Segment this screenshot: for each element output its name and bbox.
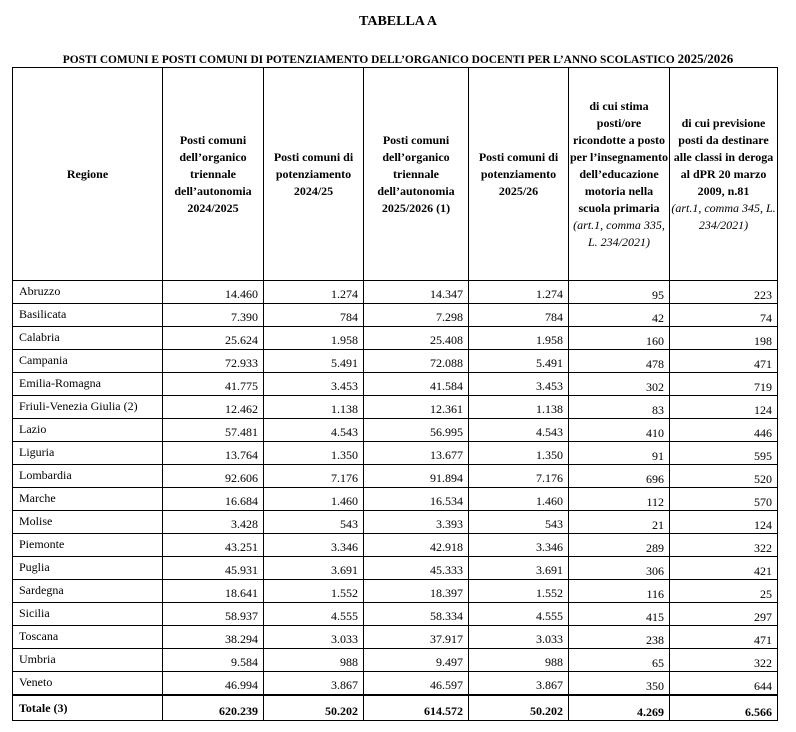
value-cell-c3: 72.088 (364, 350, 469, 373)
region-cell: Abruzzo (13, 281, 163, 304)
value-cell-c1: 45.931 (163, 557, 264, 580)
value-cell-c3: 14.347 (364, 281, 469, 304)
value-cell-c3: 46.597 (364, 672, 469, 696)
value-cell-c4: 7.176 (469, 465, 569, 488)
value-cell-c6: 322 (670, 534, 778, 557)
header-regione: Regione (13, 68, 163, 281)
region-cell: Lombardia (13, 465, 163, 488)
value-cell-c6: 719 (670, 373, 778, 396)
value-cell-c5: 415 (569, 603, 670, 626)
value-cell-c1: 13.764 (163, 442, 264, 465)
value-cell-c2: 1.350 (264, 442, 364, 465)
value-cell-c5: 112 (569, 488, 670, 511)
value-cell-c3: 12.361 (364, 396, 469, 419)
value-cell-c6: 223 (670, 281, 778, 304)
total-row (13, 695, 778, 721)
value-cell-c6: 6.566 (670, 695, 778, 721)
table-body (13, 281, 778, 721)
value-cell-c6: 421 (670, 557, 778, 580)
value-cell-c2: 3.691 (264, 557, 364, 580)
value-cell-c5: 160 (569, 327, 670, 350)
value-cell-c2: 3.033 (264, 626, 364, 649)
value-cell-c3: 13.677 (364, 442, 469, 465)
value-cell-c5: 289 (569, 534, 670, 557)
value-cell-c6: 322 (670, 649, 778, 672)
value-cell-c5: 116 (569, 580, 670, 603)
region-cell: Lazio (13, 419, 163, 442)
value-cell-c2: 988 (264, 649, 364, 672)
table-title: TABELLA A (359, 14, 437, 29)
value-cell-c6: 595 (670, 442, 778, 465)
region-cell: Emilia-Romagna (13, 373, 163, 396)
value-cell-c3: 7.298 (364, 304, 469, 327)
value-cell-c4: 1.552 (469, 580, 569, 603)
value-cell-c2: 784 (264, 304, 364, 327)
table-row (13, 350, 778, 373)
header-col4: Posti comuni di potenziamento 2025/26 (469, 68, 569, 281)
subtitle-year: 2025/2026 (677, 51, 734, 66)
table-row (13, 419, 778, 442)
value-cell-c3: 56.995 (364, 419, 469, 442)
value-cell-c6: 644 (670, 672, 778, 696)
value-cell-c2: 50.202 (264, 695, 364, 721)
value-cell-c2: 7.176 (264, 465, 364, 488)
value-cell-c1: 92.606 (163, 465, 264, 488)
value-cell-c4: 4.555 (469, 603, 569, 626)
value-cell-c4: 1.958 (469, 327, 569, 350)
value-cell-c6: 471 (670, 626, 778, 649)
value-cell-c6: 25 (670, 580, 778, 603)
value-cell-c1: 9.584 (163, 649, 264, 672)
value-cell-c1: 46.994 (163, 672, 264, 696)
value-cell-c5: 42 (569, 304, 670, 327)
table-row (13, 603, 778, 626)
value-cell-c5: 91 (569, 442, 670, 465)
table-row (13, 672, 778, 696)
value-cell-c6: 570 (670, 488, 778, 511)
value-cell-c5: 302 (569, 373, 670, 396)
value-cell-c5: 410 (569, 419, 670, 442)
table-row (13, 442, 778, 465)
value-cell-c2: 5.491 (264, 350, 364, 373)
value-cell-c5: 238 (569, 626, 670, 649)
value-cell-c6: 520 (670, 465, 778, 488)
value-cell-c5: 95 (569, 281, 670, 304)
table-row (13, 465, 778, 488)
value-cell-c1: 3.428 (163, 511, 264, 534)
value-cell-c3: 18.397 (364, 580, 469, 603)
value-cell-c1: 620.239 (163, 695, 264, 721)
value-cell-c5: 696 (569, 465, 670, 488)
value-cell-c3: 58.334 (364, 603, 469, 626)
value-cell-c2: 1.274 (264, 281, 364, 304)
region-cell: Toscana (13, 626, 163, 649)
region-cell: Marche (13, 488, 163, 511)
value-cell-c1: 12.462 (163, 396, 264, 419)
table-row (13, 281, 778, 304)
region-cell: Calabria (13, 327, 163, 350)
value-cell-c4: 3.346 (469, 534, 569, 557)
value-cell-c1: 18.641 (163, 580, 264, 603)
value-cell-c1: 16.684 (163, 488, 264, 511)
table-row (13, 580, 778, 603)
value-cell-c4: 784 (469, 304, 569, 327)
value-cell-c5: 350 (569, 672, 670, 696)
value-cell-c6: 198 (670, 327, 778, 350)
table-subtitle (0, 51, 796, 67)
table-row (13, 327, 778, 350)
value-cell-c3: 3.393 (364, 511, 469, 534)
table-row (13, 649, 778, 672)
value-cell-c1: 7.390 (163, 304, 264, 327)
value-cell-c4: 1.274 (469, 281, 569, 304)
value-cell-c3: 41.584 (364, 373, 469, 396)
staffing-table (12, 67, 778, 721)
value-cell-c4: 50.202 (469, 695, 569, 721)
header-col3: Posti comuni dell’organico triennale dell’autonomia 2025/2026 (1) (364, 68, 469, 281)
value-cell-c3: 37.917 (364, 626, 469, 649)
table-row (13, 511, 778, 534)
value-cell-c4: 5.491 (469, 350, 569, 373)
value-cell-c1: 72.933 (163, 350, 264, 373)
value-cell-c4: 1.350 (469, 442, 569, 465)
region-cell: Friuli-Venezia Giulia (2) (13, 396, 163, 419)
region-cell: Campania (13, 350, 163, 373)
header-col5-label: di cui stima posti/ore ricondotte a posto per l’insegnamento dell’educazione motoria nella scuola primaria (569, 98, 669, 215)
table-row (13, 557, 778, 580)
value-cell-c4: 3.691 (469, 557, 569, 580)
table-row (13, 534, 778, 557)
table-row (13, 626, 778, 649)
region-cell: Piemonte (13, 534, 163, 557)
value-cell-c6: 471 (670, 350, 778, 373)
value-cell-c4: 3.867 (469, 672, 569, 696)
value-cell-c1: 57.481 (163, 419, 264, 442)
value-cell-c2: 1.138 (264, 396, 364, 419)
value-cell-c4: 988 (469, 649, 569, 672)
value-cell-c5: 306 (569, 557, 670, 580)
header-col1: Posti comuni dell’organico triennale dell’autonomia 2024/2025 (163, 68, 264, 281)
value-cell-c3: 45.333 (364, 557, 469, 580)
value-cell-c2: 1.958 (264, 327, 364, 350)
region-cell: Molise (13, 511, 163, 534)
region-cell: Basilicata (13, 304, 163, 327)
header-col5-note: (art.1, comma 335, L. 234/2021) (573, 217, 665, 249)
value-cell-c3: 16.534 (364, 488, 469, 511)
value-cell-c2: 1.552 (264, 580, 364, 603)
header-col6-label: di cui previsione posti da destinare alle classi in deroga al dPR 20 marzo 2009, n.81 (673, 115, 774, 198)
value-cell-c1: 58.937 (163, 603, 264, 626)
value-cell-c4: 3.453 (469, 373, 569, 396)
value-cell-c3: 614.572 (364, 695, 469, 721)
value-cell-c1: 43.251 (163, 534, 264, 557)
value-cell-c4: 4.543 (469, 419, 569, 442)
value-cell-c2: 4.555 (264, 603, 364, 626)
value-cell-c5: 478 (569, 350, 670, 373)
table-row (13, 396, 778, 419)
value-cell-c1: 38.294 (163, 626, 264, 649)
value-cell-c6: 124 (670, 511, 778, 534)
value-cell-c6: 446 (670, 419, 778, 442)
header-col2: Posti comuni di potenziamento 2024/25 (264, 68, 364, 281)
region-cell: Liguria (13, 442, 163, 465)
value-cell-c4: 543 (469, 511, 569, 534)
value-cell-c6: 297 (670, 603, 778, 626)
table-row (13, 373, 778, 396)
value-cell-c2: 3.346 (264, 534, 364, 557)
value-cell-c3: 91.894 (364, 465, 469, 488)
value-cell-c4: 1.138 (469, 396, 569, 419)
value-cell-c2: 543 (264, 511, 364, 534)
value-cell-c1: 25.624 (163, 327, 264, 350)
region-cell: Totale (3) (13, 695, 163, 721)
region-cell: Sicilia (13, 603, 163, 626)
region-cell: Umbria (13, 649, 163, 672)
value-cell-c4: 1.460 (469, 488, 569, 511)
value-cell-c5: 4.269 (569, 695, 670, 721)
table-row (13, 304, 778, 327)
value-cell-c2: 3.867 (264, 672, 364, 696)
value-cell-c5: 83 (569, 396, 670, 419)
value-cell-c4: 3.033 (469, 626, 569, 649)
region-cell: Veneto (13, 672, 163, 696)
header-col6-note: (art.1, comma 345, L. 234/2021) (671, 200, 776, 232)
value-cell-c1: 14.460 (163, 281, 264, 304)
value-cell-c3: 42.918 (364, 534, 469, 557)
value-cell-c3: 9.497 (364, 649, 469, 672)
value-cell-c2: 4.543 (264, 419, 364, 442)
value-cell-c2: 3.453 (264, 373, 364, 396)
subtitle-main: POSTI COMUNI E POSTI COMUNI DI POTENZIAMENTO DELL’ORGANICO DOCENTI PER L’ANNO SCOLASTICO (62, 54, 675, 66)
table-row (13, 488, 778, 511)
region-cell: Puglia (13, 557, 163, 580)
header-col6 (670, 68, 778, 281)
value-cell-c3: 25.408 (364, 327, 469, 350)
region-cell: Sardegna (13, 580, 163, 603)
value-cell-c6: 74 (670, 304, 778, 327)
header-col5 (569, 68, 670, 281)
value-cell-c5: 21 (569, 511, 670, 534)
value-cell-c6: 124 (670, 396, 778, 419)
header-row (13, 68, 778, 281)
value-cell-c5: 65 (569, 649, 670, 672)
value-cell-c2: 1.460 (264, 488, 364, 511)
value-cell-c1: 41.775 (163, 373, 264, 396)
